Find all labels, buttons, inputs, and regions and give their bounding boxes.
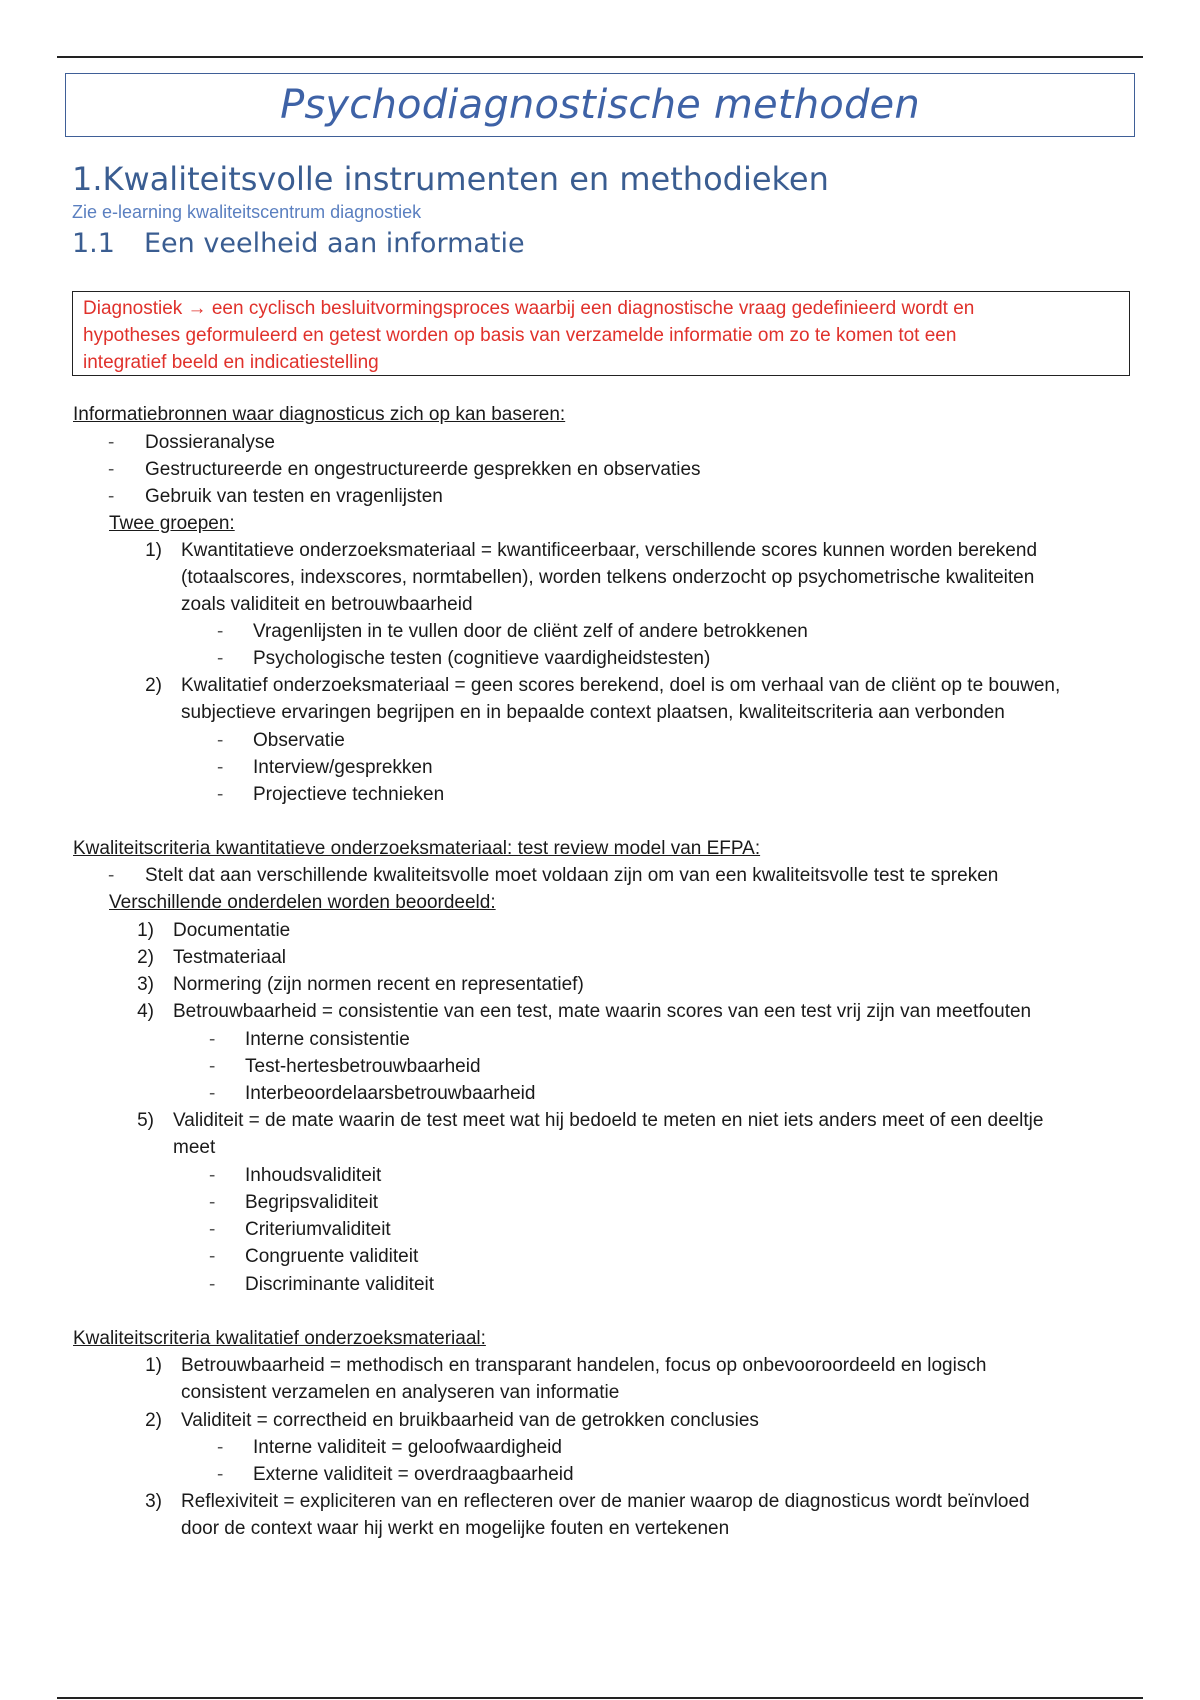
sub-item: Projectieve technieken — [253, 784, 445, 805]
parts-heading: Verschillende onderdelen worden beoordeeld: — [109, 892, 496, 913]
dash-bullet: - — [217, 757, 224, 778]
list-item: Dossieranalyse — [145, 432, 275, 453]
group-2-line: subjectieve ervaringen begrijpen en in bepaalde context plaatsen, kwaliteitscriteria aan verbonden — [181, 702, 1005, 723]
dash-bullet: - — [108, 865, 115, 886]
heading-2-text: Een veelheid aan informatie — [144, 228, 525, 259]
sub-item: Begripsvaliditeit — [245, 1192, 379, 1213]
groups-heading: Twee groepen: — [109, 513, 235, 534]
sub-item: Interview/gesprekken — [253, 757, 433, 778]
qual-heading: Kwaliteitscriteria kwalitatief onderzoeksmateriaal: — [73, 1328, 486, 1349]
list-number: 5) — [137, 1110, 154, 1131]
document-title: Psychodiagnostische methoden — [280, 82, 920, 128]
sub-item: Inhoudsvaliditeit — [245, 1165, 382, 1186]
dash-bullet: - — [217, 1437, 224, 1458]
dash-bullet: - — [209, 1056, 216, 1077]
qual-item: consistent verzamelen en analyseren van informatie — [181, 1382, 620, 1403]
sub-item: Discriminante validiteit — [245, 1274, 435, 1295]
sub-item: Interne consistentie — [245, 1029, 410, 1050]
qual-item: Validiteit = correctheid en bruikbaarheid van de getrokken conclusies — [181, 1410, 759, 1431]
group-2-line: Kwalitatief onderzoeksmateriaal = geen scores berekend, doel is om verhaal van de cliënt op te bouwen, — [181, 675, 1061, 696]
elearning-link[interactable]: Zie e-learning kwaliteitscentrum diagnostiek — [72, 202, 422, 222]
definition-box — [72, 291, 1130, 376]
definition-line: hypotheses geformuleerd en getest worden op basis van verzamelde informatie om zo te komen tot een — [83, 325, 957, 346]
dash-bullet: - — [209, 1219, 216, 1240]
sub-item: Interne validiteit = geloofwaardigheid — [253, 1437, 562, 1458]
dash-bullet: - — [209, 1083, 216, 1104]
group-1-line: (totaalscores, indexscores, normtabellen), worden telkens onderzocht op psychometrische kwaliteiten — [181, 567, 1035, 588]
sub-item: Observatie — [253, 730, 345, 751]
top-rule — [57, 56, 1143, 58]
group-1-line: Kwantitatieve onderzoeksmateriaal = kwantificeerbaar, verschillende scores kunnen worden berekend — [181, 540, 1038, 561]
dash-bullet: - — [209, 1165, 216, 1186]
heading-2 — [72, 228, 525, 259]
definition-line: integratief beeld en indicatiestelling — [83, 352, 379, 373]
qual-item: Betrouwbaarheid = methodisch en transparant handelen, focus op onbevooroordeeld en logisch — [181, 1355, 987, 1376]
sub-item: Test-hertesbetrouwbaarheid — [245, 1056, 481, 1077]
qual-item: Reflexiviteit = expliciteren van en reflecteren over de manier waarop de diagnosticus wordt beïnvloed — [181, 1491, 1030, 1512]
quant-item: Betrouwbaarheid = consistentie van een test, mate waarin scores van een test vrij zijn van meetfouten — [173, 1001, 1032, 1022]
dash-bullet: - — [217, 648, 224, 669]
list-number: 3) — [145, 1491, 162, 1512]
quant-item: Normering (zijn normen recent en representatief) — [173, 974, 584, 995]
dash-bullet: - — [217, 621, 224, 642]
dash-bullet: - — [209, 1192, 216, 1213]
sources-heading: Informatiebronnen waar diagnosticus zich op kan baseren: — [73, 404, 566, 425]
list-number: 4) — [137, 1001, 154, 1022]
sub-item: Interbeoordelaarsbetrouwbaarheid — [245, 1083, 536, 1104]
dash-bullet: - — [217, 1464, 224, 1485]
list-number: 1) — [145, 1355, 162, 1376]
dash-bullet: - — [209, 1246, 216, 1267]
heading-1: 1.Kwaliteitsvolle instrumenten en methodieken — [72, 160, 829, 198]
dash-bullet: - — [209, 1029, 216, 1050]
dash-bullet: - — [108, 459, 115, 480]
dash-bullet: - — [108, 486, 115, 507]
title-box — [65, 73, 1135, 137]
quant-item: Validiteit = de mate waarin de test meet wat hij bedoeld te meten en niet iets anders meet of een deeltje — [173, 1110, 1044, 1131]
sub-item: Externe validiteit = overdraagbaarheid — [253, 1464, 574, 1485]
sub-item: Vragenlijsten in te vullen door de cliënt zelf of andere betrokkenen — [253, 621, 808, 642]
sub-item: Congruente validiteit — [245, 1246, 419, 1267]
qual-item: door de context waar hij werkt en mogelijke fouten en vertekenen — [181, 1518, 730, 1539]
group-1-line: zoals validiteit en betrouwbaarheid — [181, 594, 473, 615]
quant-item: meet — [173, 1137, 216, 1158]
dash-bullet: - — [217, 730, 224, 751]
list-number: 2) — [137, 947, 154, 968]
quant-item: Testmateriaal — [173, 947, 286, 968]
definition-line: Diagnostiek → een cyclisch besluitvormingsproces waarbij een diagnostische vraag gedefinieerd wordt en — [83, 298, 975, 319]
sub-item: Psychologische testen (cognitieve vaardigheidstesten) — [253, 648, 711, 669]
list-item: Gebruik van testen en vragenlijsten — [145, 486, 443, 507]
list-number: 3) — [137, 974, 154, 995]
heading-2-number: 1.1 — [72, 228, 115, 259]
list-item: Gestructureerde en ongestructureerde gesprekken en observaties — [145, 459, 701, 480]
list-number: 2) — [145, 675, 162, 696]
list-number: 1) — [145, 540, 162, 561]
dash-bullet: - — [108, 432, 115, 453]
quant-bullet: Stelt dat aan verschillende kwaliteitsvolle moet voldaan zijn om van een kwaliteitsvolle test te spreken — [145, 865, 999, 886]
dash-bullet: - — [209, 1274, 216, 1295]
list-number: 2) — [145, 1410, 162, 1431]
dash-bullet: - — [217, 784, 224, 805]
sub-item: Criteriumvaliditeit — [245, 1219, 391, 1240]
bottom-rule — [57, 1697, 1143, 1699]
quant-heading: Kwaliteitscriteria kwantitatieve onderzoeksmateriaal: test review model van EFPA: — [73, 838, 761, 859]
quant-item: Documentatie — [173, 920, 291, 941]
list-number: 1) — [137, 920, 154, 941]
